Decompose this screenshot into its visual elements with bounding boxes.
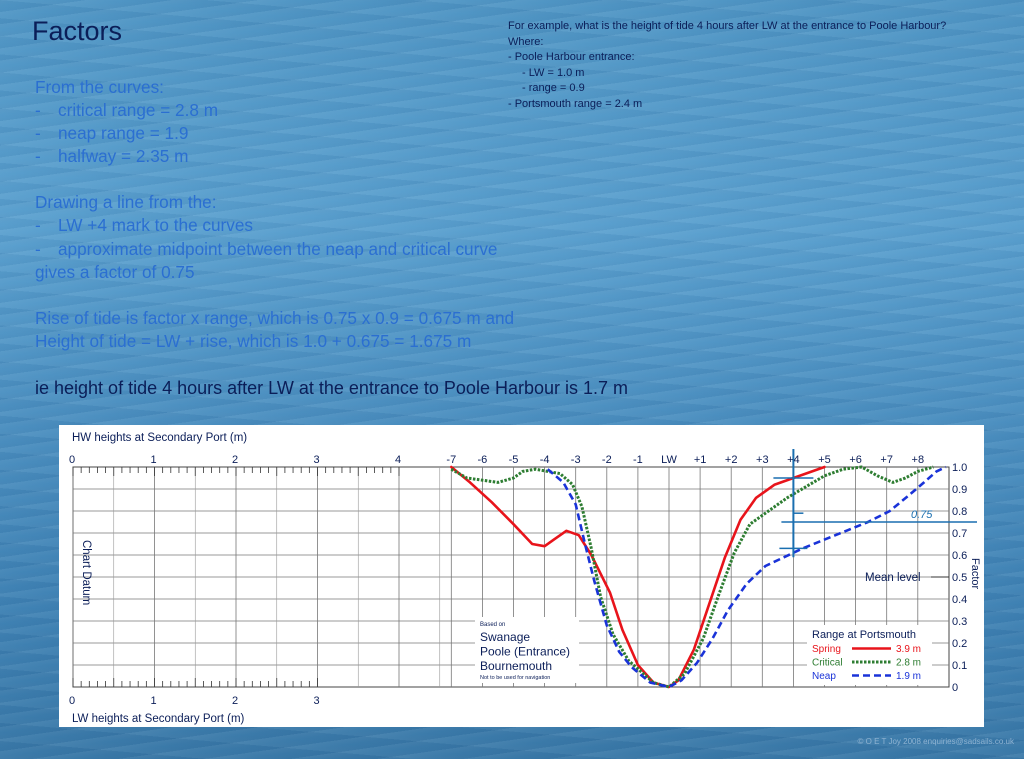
legend-title: Range at Portsmouth xyxy=(812,629,916,641)
port-name: Swanage xyxy=(480,630,531,644)
ports-notice: Not to be used for navigation xyxy=(480,675,551,681)
time-axis-label: LW xyxy=(661,454,677,466)
factor-axis-label: 0.3 xyxy=(952,616,968,628)
rise-line: Rise of tide is factor x range, which is 0.75 x 0.9 = 0.675 m and xyxy=(35,307,515,328)
factor-axis-label: 0.1 xyxy=(952,660,968,672)
factor-axis-label: 0.9 xyxy=(952,484,968,496)
lw-axis-title: LW heights at Secondary Port (m) xyxy=(72,713,245,725)
hw-scale-label: 0 xyxy=(68,454,76,466)
example-item-entrance: - Poole Harbour entrance: xyxy=(508,51,635,64)
ports-based-on: Based on xyxy=(480,622,506,628)
time-axis-label: -5 xyxy=(508,454,519,466)
explanation-block xyxy=(35,76,514,353)
legend-series-name: Spring xyxy=(812,644,841,655)
example-item-range: - range = 0.9 xyxy=(522,82,585,95)
drawing-item: - LW +4 mark to the curves xyxy=(35,215,254,236)
hw-scale-label: 4 xyxy=(394,454,402,466)
curves-item: - critical range = 2.8 m xyxy=(35,100,219,121)
time-axis-label: +7 xyxy=(880,454,893,466)
factor-axis-label: 0 xyxy=(952,682,959,694)
legend-series-name: Critical xyxy=(812,657,843,669)
time-axis-label: -3 xyxy=(570,454,581,466)
lw-scale-label: 0 xyxy=(68,695,76,707)
legend-series-range: 3.9 m xyxy=(896,644,922,655)
conclusion-text: ie height of tide 4 hours after LW at the entrance to Poole Harbour is 1.7 m xyxy=(35,378,628,398)
time-axis-label: -7 xyxy=(446,454,457,466)
time-axis-label: +6 xyxy=(849,454,862,466)
time-axis-label: -2 xyxy=(601,454,612,466)
hw-axis-title: HW heights at Secondary Port (m) xyxy=(72,432,248,444)
time-axis-label: +8 xyxy=(911,454,925,466)
time-axis-label: +3 xyxy=(756,454,769,466)
example-item-portsmouth: - Portsmouth range = 2.4 m xyxy=(508,97,643,110)
time-axis-label: +5 xyxy=(818,454,831,466)
time-axis-label: +1 xyxy=(693,454,707,466)
drawing-item: - approximate midpoint between the neap and critical curve xyxy=(35,238,498,259)
factor-axis-title: Factor xyxy=(969,558,981,590)
time-axis-label: -6 xyxy=(477,454,488,466)
hw-scale-label: 2 xyxy=(231,454,239,466)
example-where: Where: xyxy=(508,35,544,48)
example-block xyxy=(508,19,946,113)
factor-axis-label: 1.0 xyxy=(952,462,968,474)
factor-axis-label: 0.7 xyxy=(952,528,968,540)
factor-axis-label: 0.8 xyxy=(952,506,968,518)
factor-axis-label: 0.2 xyxy=(952,638,968,650)
hw-scale-label: 3 xyxy=(313,454,320,466)
legend-series-range: 2.8 m xyxy=(896,657,922,669)
hw-scale-label: 1 xyxy=(150,454,157,466)
port-name: Poole (Entrance) xyxy=(480,644,571,659)
example-item-lw: - LW = 1.0 m xyxy=(522,66,585,79)
curves-heading: From the curves: xyxy=(35,77,164,97)
lw-scale-label: 2 xyxy=(231,695,239,707)
factor-axis-label: 0.6 xyxy=(952,550,968,562)
example-question: For example, what is the height of tide 4 hours after LW at the entrance to Poole Harbour? xyxy=(508,20,947,32)
lw-scale-label: 3 xyxy=(313,695,320,707)
time-axis-label: -1 xyxy=(633,454,643,466)
tidal-curve-chart xyxy=(59,425,984,727)
lw-scale-label: 1 xyxy=(150,695,157,707)
tidal-curve-diagram xyxy=(59,425,984,727)
factor-axis-label: 0.4 xyxy=(952,594,968,606)
curves-item: - neap range = 1.9 xyxy=(35,123,189,144)
port-name: Bournemouth xyxy=(480,659,553,673)
drawing-heading: Drawing a line from the: xyxy=(35,192,217,213)
chart-datum-label: Chart Datum xyxy=(80,540,92,606)
time-axis-label: +2 xyxy=(724,454,738,466)
factor-line: gives a factor of 0.75 xyxy=(35,261,195,282)
curves-item: - halfway = 2.35 m xyxy=(35,146,189,167)
legend-series-range: 1.9 m xyxy=(896,671,922,682)
legend-series-name: Neap xyxy=(812,671,836,682)
mean-level-label: Mean level xyxy=(865,572,921,584)
height-line: Height of tide = LW + rise, which is 1.0 + 0.675 = 1.675 m xyxy=(35,330,472,351)
factor-annotation-label: 0.75 xyxy=(911,509,933,521)
factor-axis-label: 0.5 xyxy=(952,572,968,584)
time-axis-label: +4 xyxy=(787,454,800,466)
copyright-footer: © O E T Joy 2008 enquiries@sadsails.co.uk xyxy=(857,737,1014,746)
time-axis-label: -4 xyxy=(539,454,550,466)
slide-title: Factors xyxy=(32,16,123,46)
